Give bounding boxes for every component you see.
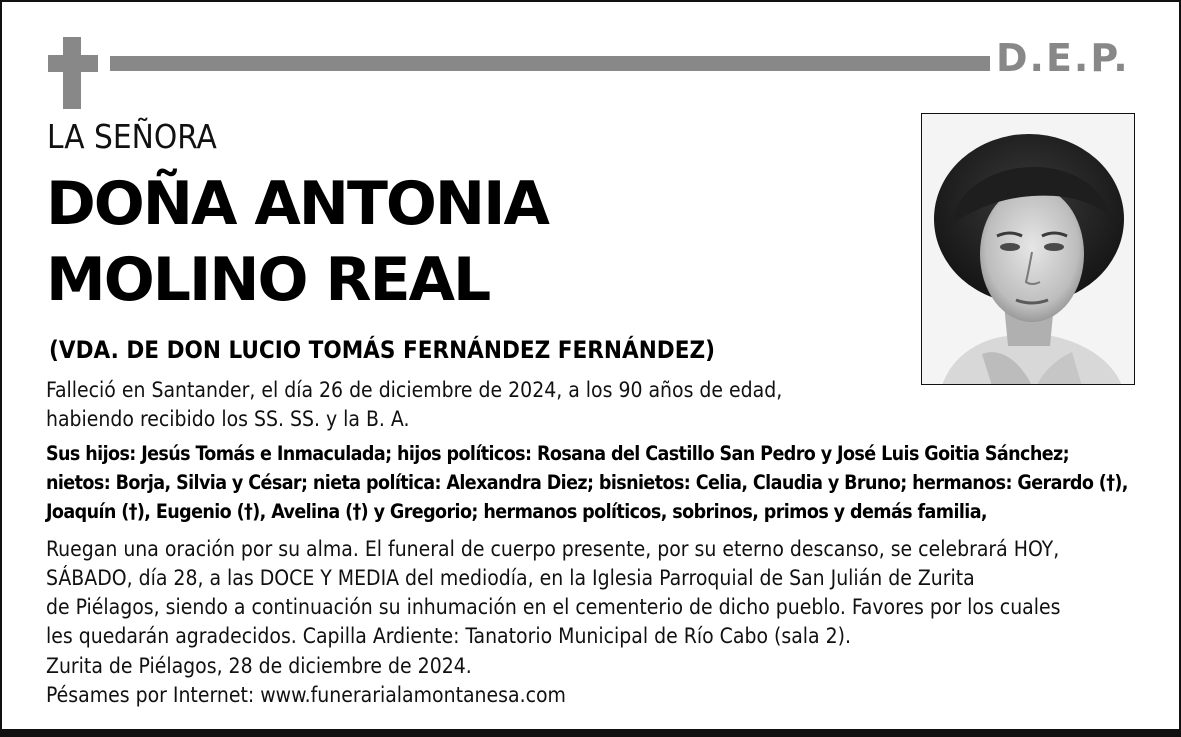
cross-icon-bar xyxy=(48,55,98,72)
text-line: habiendo recibido los SS. SS. y la B. A. xyxy=(46,407,410,431)
text-line: Joaquín (†), Eugenio (†), Avelina (†) y Gregorio; hermanos políticos, sobrinos, primos y demás familia, xyxy=(46,500,987,523)
widow-of: (VDA. DE DON LUCIO TOMÁS FERNÁNDEZ FERNÁNDEZ) xyxy=(49,336,715,364)
text-line: nietos: Borja, Silvia y César; nieta política: Alexandra Diez; bisnietos: Celia, Claudia y Bruno; hermanos: Gerardo (†), xyxy=(46,471,1128,494)
text-line: SÁBADO, día 28, a las DOCE Y MEDIA del mediodía, en la Iglesia Parroquial de San Julián de Zurita xyxy=(46,566,975,590)
footer xyxy=(46,652,566,710)
text-line: Ruegan una oración por su alma. El funeral de cuerpo presente, por su eterno descanso, se celebrará HOY, xyxy=(46,537,1060,561)
text-line: Sus hijos: Jesús Tomás e Inmaculada; hijos políticos: Rosana del Castillo San Pedro y José Luis Goitia Sánchez; xyxy=(46,442,1070,465)
honorific: LA SEÑORA xyxy=(47,117,217,156)
dep-label: D.E.P. xyxy=(996,36,1130,80)
header-rule xyxy=(110,56,990,71)
cross-icon xyxy=(63,37,81,109)
portrait-icon xyxy=(922,114,1135,385)
text-line: les quedarán agradecidos. Capilla Ardiente: Tanatorio Municipal de Río Cabo (sala 2). xyxy=(46,624,852,648)
death-notice xyxy=(46,376,782,434)
funeral-details xyxy=(46,535,1060,651)
condolences-url: Pésames por Internet: www.funerarialamontanesa.com xyxy=(46,683,566,707)
place-date: Zurita de Piélagos, 28 de diciembre de 2024. xyxy=(46,654,472,678)
deceased-name-line-1: DOÑA ANTONIA xyxy=(46,169,548,239)
text-line: de Piélagos, siendo a continuación su inhumación en el cementerio de dicho pueblo. Favores por los cuales xyxy=(46,595,1061,619)
text-line: Falleció en Santander, el día 26 de diciembre de 2024, a los 90 años de edad, xyxy=(46,378,783,402)
portrait-photo xyxy=(921,113,1135,385)
deceased-name-line-2: MOLINO REAL xyxy=(46,245,490,315)
bottom-border xyxy=(0,729,1181,737)
family-list xyxy=(46,439,1128,526)
